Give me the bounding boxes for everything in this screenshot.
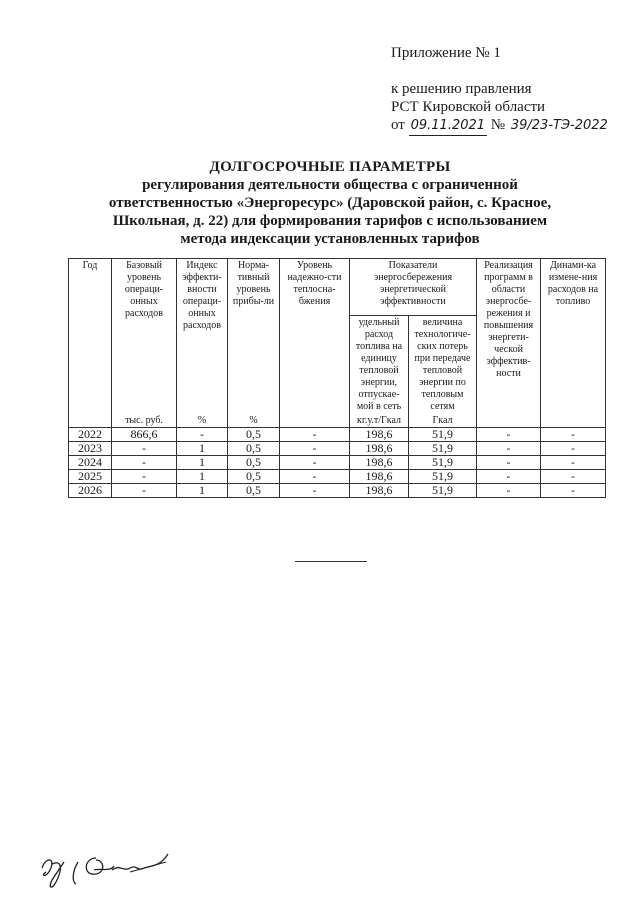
cell-base: -: [112, 484, 177, 498]
header-efficiency-index: Индекс эффекти-вности операци-онных расходов: [177, 259, 228, 415]
cell-base: -: [112, 456, 177, 470]
unit-base: тыс. руб.: [112, 414, 177, 428]
header-reliability: Уровень надежно-сти теплосна-бжения: [280, 259, 350, 415]
cell-losses: 51,9: [409, 428, 477, 442]
cell-dynamics: -: [541, 456, 606, 470]
unit-losses: Гкал: [409, 414, 477, 428]
cell-index: 1: [177, 442, 228, 456]
cell-index: -: [177, 428, 228, 442]
title-line-4: Школьная, д. 22) для формирования тарифов с использованием: [112, 213, 548, 229]
appendix-label: Приложение № 1: [391, 45, 501, 61]
document-title: [90, 158, 570, 248]
decision-reference: [391, 80, 610, 136]
header-year: Год: [69, 259, 112, 415]
parameters-table: [68, 258, 606, 498]
unit-profit: %: [228, 414, 280, 428]
cell-programs: -: [477, 456, 541, 470]
cell-index: 1: [177, 470, 228, 484]
cell-losses: 51,9: [409, 456, 477, 470]
decision-line-2: РСТ Кировской области: [391, 99, 546, 115]
decision-line-1: к решению правления: [391, 81, 532, 97]
table-row: [69, 428, 606, 442]
header-energy-indicators: Показатели энергосбережения энергетической эффективности: [350, 259, 477, 316]
cell-fuel: 198,6: [350, 442, 409, 456]
cell-profit: 0,5: [228, 484, 280, 498]
title-line-1: ДОЛГОСРОЧНЫЕ ПАРАМЕТРЫ: [209, 159, 451, 175]
cell-profit: 0,5: [228, 470, 280, 484]
cell-losses: 51,9: [409, 442, 477, 456]
header-programs: Реализация программ в области энергосбе-режения и повышения энергети-ческой эффектив-ности: [477, 259, 541, 428]
cell-year: 2025: [69, 470, 112, 484]
table-row: [69, 484, 606, 498]
cell-dynamics: -: [541, 470, 606, 484]
handwritten-number: 39/23-ТЭ-2022: [510, 118, 608, 133]
cell-profit: 0,5: [228, 428, 280, 442]
cell-dynamics: -: [541, 484, 606, 498]
title-line-3: ответственностью «Энергоресурс» (Даровской район, с. Красное,: [108, 195, 552, 211]
cell-fuel: 198,6: [350, 484, 409, 498]
cell-reliability: -: [280, 428, 350, 442]
unit-index: %: [177, 414, 228, 428]
cell-programs: -: [477, 470, 541, 484]
cell-profit: 0,5: [228, 442, 280, 456]
cell-dynamics: -: [541, 428, 606, 442]
table-row: [69, 442, 606, 456]
cell-year: 2026: [69, 484, 112, 498]
table-row: [69, 456, 606, 470]
cell-programs: -: [477, 428, 541, 442]
cell-fuel: 198,6: [350, 456, 409, 470]
cell-year: 2024: [69, 456, 112, 470]
title-line-2: регулирования деятельности общества с ограниченной: [142, 177, 518, 193]
cell-fuel: 198,6: [350, 470, 409, 484]
from-label: от: [391, 117, 405, 133]
cell-base: -: [112, 470, 177, 484]
cell-profit: 0,5: [228, 456, 280, 470]
closing-divider: [295, 561, 367, 562]
cell-losses: 51,9: [409, 470, 477, 484]
cell-index: 1: [177, 484, 228, 498]
title-line-5: метода индексации установленных тарифов: [180, 231, 480, 247]
cell-year: 2022: [69, 428, 112, 442]
header-base-level: Базовый уровень операци-онных расходов: [112, 259, 177, 415]
cell-dynamics: -: [541, 442, 606, 456]
cell-index: 1: [177, 456, 228, 470]
header-fuel-dynamics: Динами-ка измене-ния расходов на топливо: [541, 259, 606, 428]
cell-fuel: 198,6: [350, 428, 409, 442]
table-row: [69, 470, 606, 484]
header-profit-level: Норма-тивный уровень прибы-ли: [228, 259, 280, 415]
header-heat-losses: величина технологиче-ских потерь при передаче тепловой энергии по тепловым сетям: [409, 316, 477, 415]
cell-programs: -: [477, 442, 541, 456]
cell-reliability: -: [280, 470, 350, 484]
cell-losses: 51,9: [409, 484, 477, 498]
cell-base: -: [112, 442, 177, 456]
unit-fuel: кг.у.т/Гкал: [350, 414, 409, 428]
cell-reliability: -: [280, 456, 350, 470]
cell-reliability: -: [280, 442, 350, 456]
cell-year: 2023: [69, 442, 112, 456]
number-label: №: [490, 117, 506, 133]
cell-programs: -: [477, 484, 541, 498]
header-fuel-consumption: удельный расход топлива на единицу тепловой энергии, отпускае-мой в сеть: [350, 316, 409, 415]
decision-line-3: [391, 116, 610, 136]
cell-base: 866,6: [112, 428, 177, 442]
handwritten-signature: [38, 848, 183, 893]
handwritten-date: 09.11.2021: [409, 117, 487, 136]
unit-reliability: [280, 414, 350, 428]
cell-reliability: -: [280, 484, 350, 498]
unit-year: [69, 414, 112, 428]
